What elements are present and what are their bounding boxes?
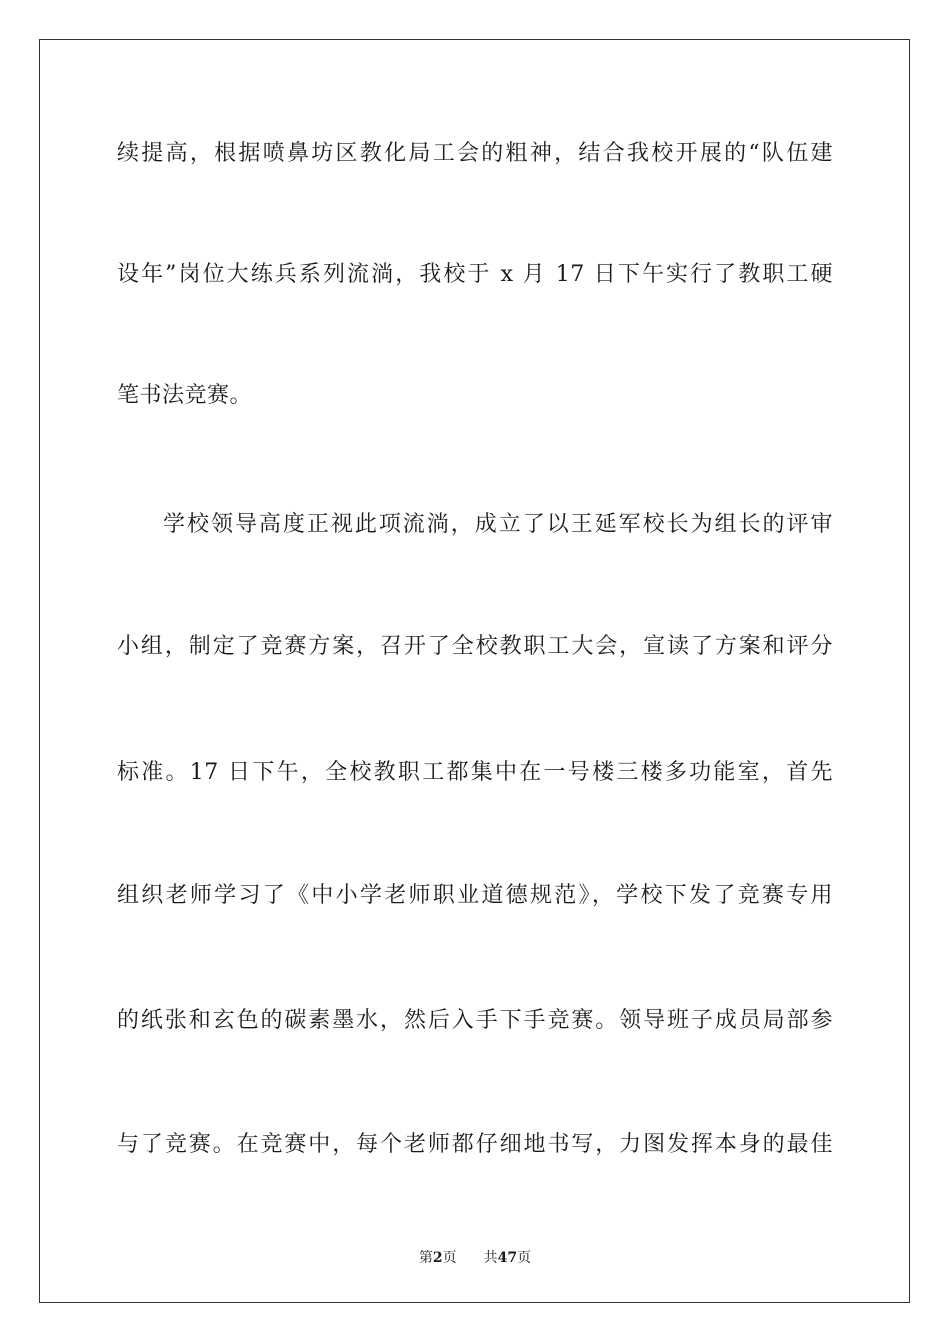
text-line-3: 笔书法竞赛。 (117, 383, 253, 408)
text-line-8: 的纸张和玄色的碳素墨水，然后入手下手竞赛。领导班子成员局部参 (117, 1008, 833, 1033)
page-footer (0, 1247, 950, 1267)
footer-total-pages: 47 (497, 1250, 518, 1266)
footer-page-prefix: 第 (418, 1250, 433, 1266)
text-line-9: 与了竞赛。在竞赛中，每个老师都仔细地书写，力图发挥本身的最佳 (117, 1132, 833, 1157)
text-line-6: 标准。17 日下午，全校教职工都集中在一号楼三楼多功能室，首先 (117, 760, 833, 785)
text-line-4: 学校领导高度正视此项流淌，成立了以王延军校长为组长的评审 (163, 512, 833, 537)
footer-total-prefix: 共 (483, 1250, 498, 1266)
footer-page-number: 2 (432, 1250, 443, 1266)
text-line-2: 设年”岗位大练兵系列流淌，我校于 x 月 17 日下午实行了教职工硬 (117, 262, 833, 287)
text-line-1: 续提高，根据喷鼻坊区教化局工会的粗神，结合我校开展的“队伍建 (117, 141, 833, 166)
text-line-5: 小组，制定了竞赛方案，召开了全校教职工大会，宣读了方案和评分 (117, 634, 833, 659)
footer-total-suffix: 页 (517, 1250, 532, 1266)
page-border (39, 39, 910, 1303)
text-line-7: 组织老师学习了《中小学老师职业道德规范》，学校下发了竞赛专用 (117, 883, 833, 908)
footer-page-suffix: 页 (442, 1250, 457, 1266)
